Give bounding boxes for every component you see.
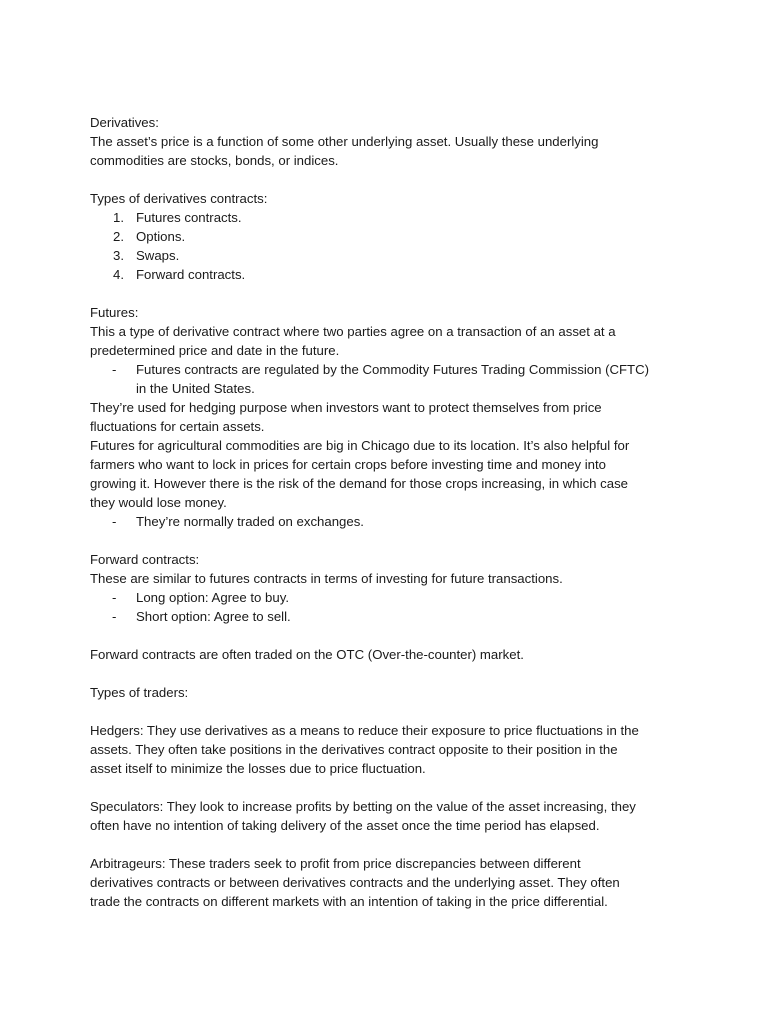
forward-bullet-short <box>90 607 690 626</box>
contract-types-heading: Types of derivatives contracts: <box>90 191 268 206</box>
futures-bullet-exchanges <box>90 512 690 531</box>
hedgers-line-2: assets. They often take positions in the derivatives contract opposite to their position in the <box>90 742 618 757</box>
traders-heading: Types of traders: <box>90 685 189 700</box>
derivatives-definition-line-2: commodities are stocks, bonds, or indices. <box>90 153 339 168</box>
hedgers-line-1: Hedgers: They use derivatives as a means to reduce their exposure to price fluctuations in the <box>90 723 639 738</box>
paragraph-gap <box>90 778 690 797</box>
paragraph-gap <box>90 664 690 683</box>
dash-bullet: - <box>112 362 117 377</box>
list-number: 2. <box>113 229 124 244</box>
list-number: 4. <box>113 267 124 282</box>
list-item-text: Options. <box>136 229 186 244</box>
paragraph-gap <box>90 284 690 303</box>
bullet-text-line-1: Futures contracts are regulated by the Commodity Futures Trading Commission (CFTC) <box>136 362 650 377</box>
hedgers-line-3: asset itself to minimize the losses due to price fluctuation. <box>90 761 426 776</box>
contract-types-item <box>90 227 690 246</box>
derivatives-definition-line-1: The asset’s price is a function of some other underlying asset. Usually these underlying <box>90 134 599 149</box>
speculators-line-2: often have no intention of taking delivery of the asset once the time period has elapsed. <box>90 818 600 833</box>
futures-chicago-line-4: they would lose money. <box>90 495 227 510</box>
list-item-text: Futures contracts. <box>136 210 242 225</box>
derivatives-heading: Derivatives: <box>90 115 159 130</box>
paragraph-gap <box>90 626 690 645</box>
dash-bullet: - <box>112 609 117 624</box>
bullet-text <box>136 360 690 398</box>
forward-definition: These are similar to futures contracts in terms of investing for future transactions. <box>90 571 563 586</box>
list-number: 1. <box>113 210 124 225</box>
arbitrageurs-line-2: derivatives contracts or between derivatives contracts and the underlying asset. They often <box>90 875 620 890</box>
futures-chicago-line-2: farmers who want to lock in prices for certain crops before investing time and money into <box>90 457 607 472</box>
paragraph-gap <box>90 531 690 550</box>
contract-types-item <box>90 208 690 227</box>
bullet-text: Short option: Agree to sell. <box>136 609 291 624</box>
bullet-text: Long option: Agree to buy. <box>136 590 289 605</box>
dash-bullet: - <box>112 514 117 529</box>
contract-types-item <box>90 265 690 284</box>
list-number: 3. <box>113 248 124 263</box>
futures-hedging-line-2: fluctuations for certain assets. <box>90 419 265 434</box>
paragraph-gap <box>90 170 690 189</box>
futures-hedging-line-1: They’re used for hedging purpose when investors want to protect themselves from price <box>90 400 602 415</box>
document-body <box>90 113 690 911</box>
paragraph-gap <box>90 835 690 854</box>
futures-bullet-regulation <box>90 360 690 398</box>
list-item-text: Forward contracts. <box>136 267 246 282</box>
bullet-text: They’re normally traded on exchanges. <box>136 514 364 529</box>
forward-heading: Forward contracts: <box>90 552 200 567</box>
bullet-text-line-2: in the United States. <box>136 381 255 396</box>
arbitrageurs-line-3: trade the contracts on different markets with an intention of taking in the price differential. <box>90 894 608 909</box>
forward-bullet-long <box>90 588 690 607</box>
futures-heading: Futures: <box>90 305 139 320</box>
contract-types-item <box>90 246 690 265</box>
paragraph-gap <box>90 702 690 721</box>
futures-definition-line-2: predetermined price and date in the future. <box>90 343 340 358</box>
dash-bullet: - <box>112 590 117 605</box>
forward-otc-note: Forward contracts are often traded on the OTC (Over-the-counter) market. <box>90 647 524 662</box>
arbitrageurs-line-1: Arbitrageurs: These traders seek to profit from price discrepancies between different <box>90 856 581 871</box>
futures-chicago-line-1: Futures for agricultural commodities are big in Chicago due to its location. It’s also helpful for <box>90 438 630 453</box>
futures-chicago-line-3: growing it. However there is the risk of the demand for those crops increasing, in which case <box>90 476 629 491</box>
speculators-line-1: Speculators: They look to increase profits by betting on the value of the asset increasing, they <box>90 799 636 814</box>
list-item-text: Swaps. <box>136 248 180 263</box>
futures-definition-line-1: This a type of derivative contract where two parties agree on a transaction of an asset at a <box>90 324 616 339</box>
